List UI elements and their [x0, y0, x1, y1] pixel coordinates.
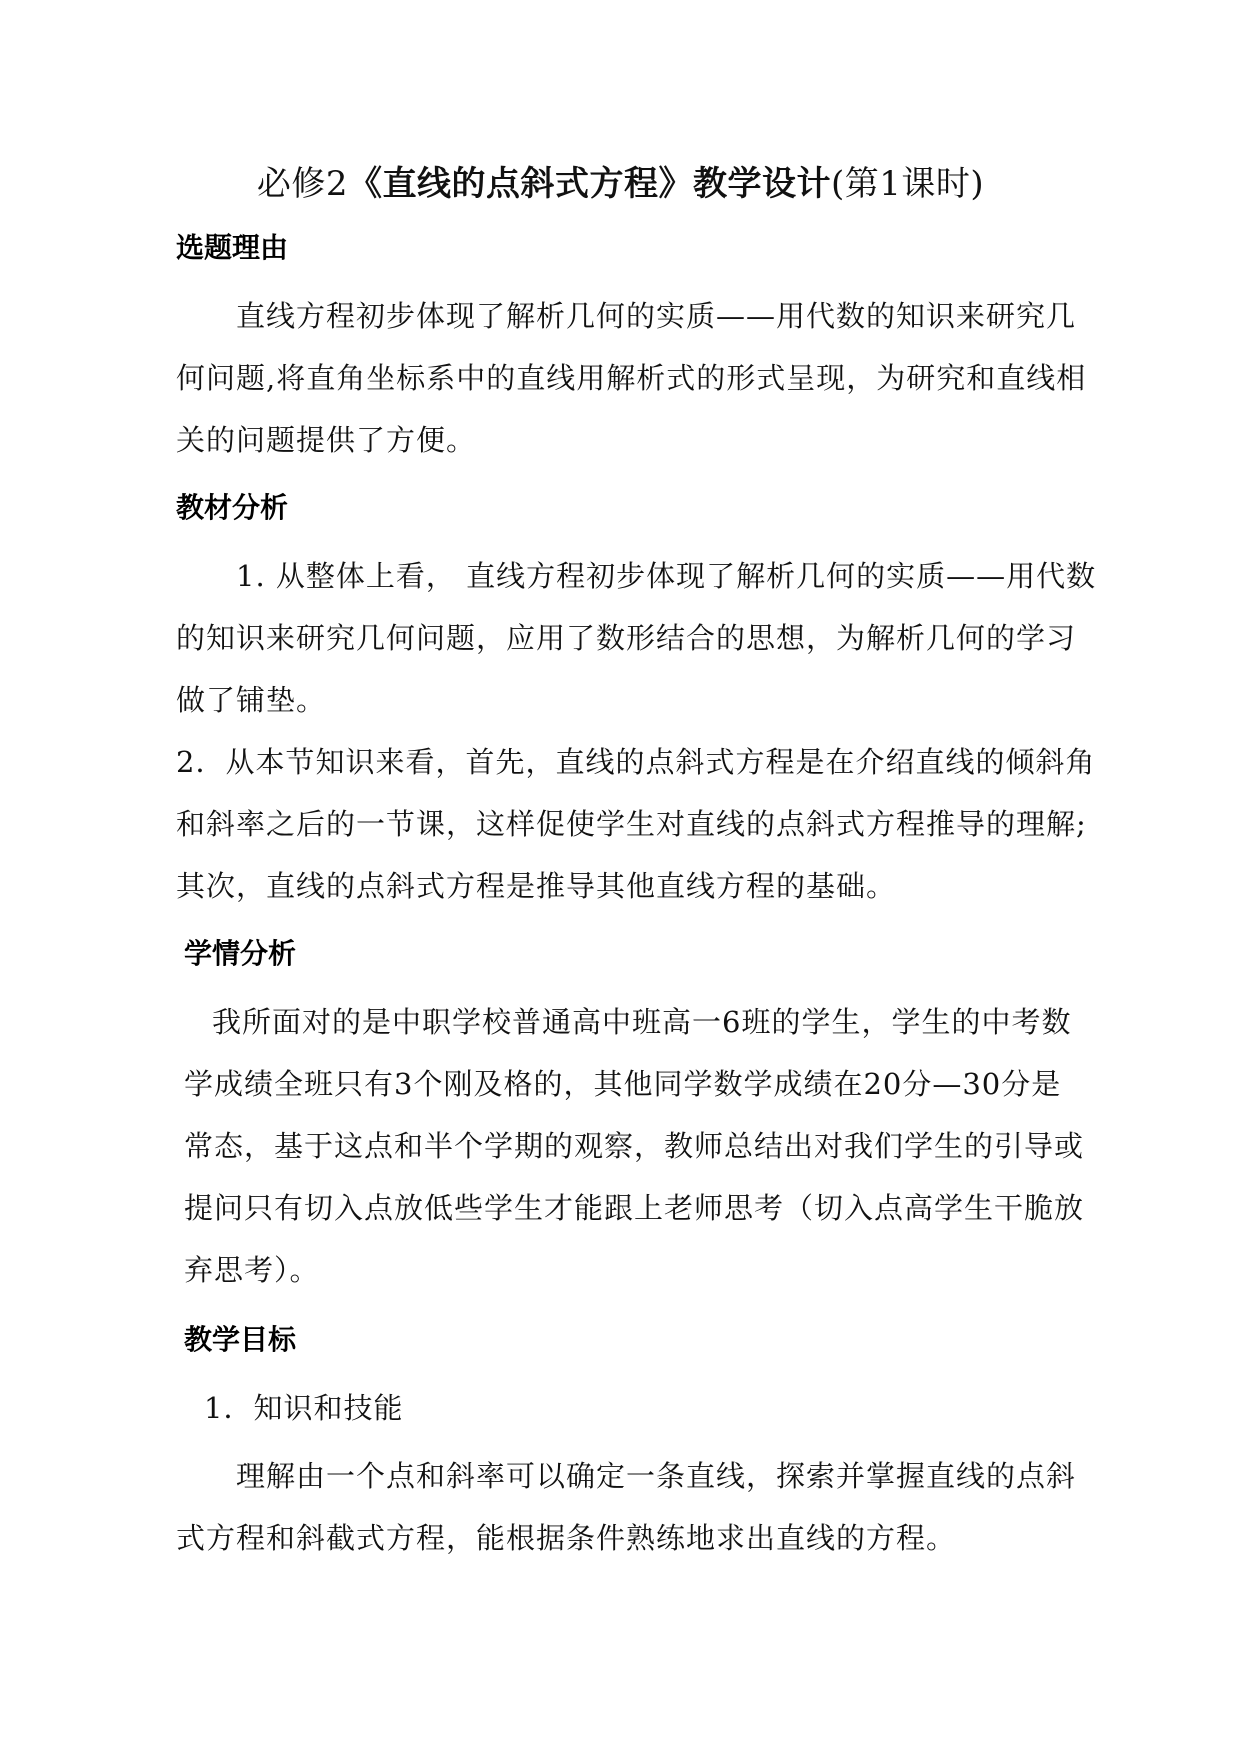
paragraph-line: 学成绩全班只有3个刚及格的，其他同学数学成绩在20分—30分是: [184, 1067, 1062, 1101]
paragraph-line: 做了铺垫。: [176, 683, 327, 717]
paragraph-line: 其次，直线的点斜式方程是推导其他直线方程的基础。: [176, 869, 897, 903]
paragraph-line: 弃思考）。: [184, 1253, 320, 1287]
paragraph-line: 1. 从整体上看， 直线方程初步体现了解析几何的实质——用代数: [236, 559, 1097, 593]
section-heading-students: 学情分析: [184, 937, 297, 970]
paragraph-line: 1．知识和技能: [204, 1391, 404, 1425]
paragraph-line: 我所面对的是中职学校普通高中班高一6班的学生，学生的中考数: [212, 1005, 1072, 1039]
paragraph-line: 和斜率之后的一节课，这样促使学生对直线的点斜式方程推导的理解;: [176, 807, 1087, 841]
section-heading-goals: 教学目标: [184, 1323, 297, 1356]
paragraph-line: 2．从本节知识来看，首先，直线的点斜式方程是在介绍直线的倾斜角: [176, 745, 1096, 779]
title-main: 《直线的点斜式方程》教学设计: [347, 164, 831, 204]
paragraph-line: 的知识来研究几何问题，应用了数形结合的思想，为解析几何的学习: [176, 621, 1077, 655]
title-prefix: 必修2: [256, 164, 348, 204]
paragraph-line: 关的问题提供了方便。: [176, 423, 477, 457]
document-title: [0, 160, 1241, 208]
section-heading-material: 教材分析: [176, 491, 289, 524]
paragraph-line: 理解由一个点和斜率可以确定一条直线，探索并掌握直线的点斜: [236, 1459, 1077, 1493]
paragraph-line: 提问只有切入点放低些学生才能跟上老师思考（切入点高学生干脆放: [184, 1191, 1085, 1225]
paragraph-line: 常态，基于这点和半个学期的观察，教师总结出对我们学生的引导或: [184, 1129, 1085, 1163]
paragraph-line: 何问题,将直角坐标系中的直线用解析式的形式呈现，为研究和直线相: [176, 361, 1087, 395]
paragraph-line: 式方程和斜截式方程，能根据条件熟练地求出直线的方程。: [176, 1521, 957, 1555]
paragraph-line: 直线方程初步体现了解析几何的实质——用代数的知识来研究几: [236, 299, 1077, 333]
title-suffix: (第1课时): [830, 164, 985, 204]
section-heading-topic: 选题理由: [176, 231, 289, 264]
